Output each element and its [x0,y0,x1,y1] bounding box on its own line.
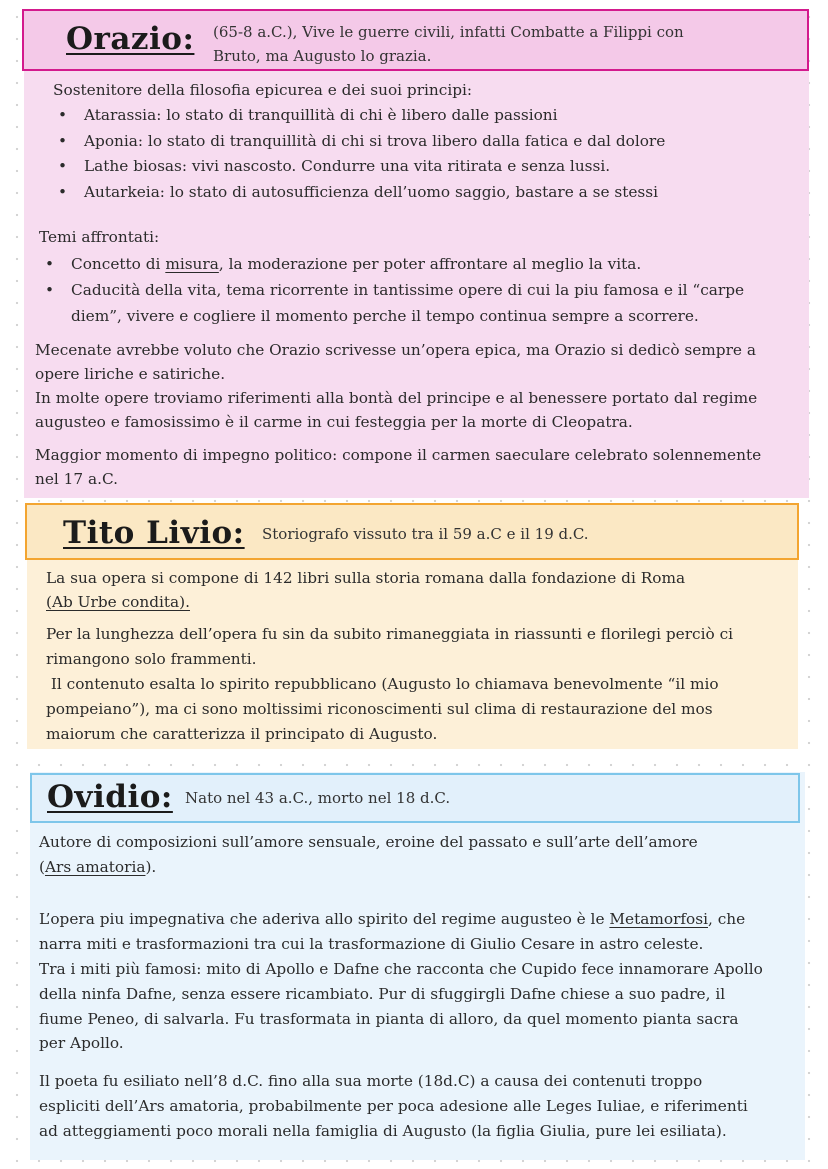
orazio-paragraph-1-line-2: opere liriche e satiriche. [35,365,226,383]
orazio-intro: Sostenitore della filosofia epicurea e dei suoi principi: [53,81,473,99]
orazio-paragraph-2-line-2: augusteo e famosissimo è il carme in cui festeggia per la morte di Cleopatra. [35,413,633,431]
livio-subtitle: Storiografo vissuto tra il 59 a.C e il 19 d.C. [262,525,589,543]
orazio-principle-4: • Autarkeia: lo stato di autosufficienza dell’uomo saggio, bastare a se stessi [84,180,658,206]
orazio-paragraph-2-line-1: In molte opere troviamo riferimenti alla bontà del principe e al benessere portato dal regime [35,389,758,407]
ovidio-paragraph-2-line-3: Tra i miti più famosi: mito di Apollo e Dafne che racconta che Cupido fece innamorare Apollo [39,960,763,978]
orazio-subtitle-line-1: (65-8 a.C.), Vive le guerre civili, infatti Combatte a Filippi con [213,23,684,41]
ovidio-paragraph-1-line-1: Autore di composizioni sull’amore sensuale, eroine del passato e sull’arte dell’amore [39,833,698,851]
livio-paragraph-2-line-1: Per la lunghezza dell’opera fu sin da subito rimaneggiata in riassunti e florilegi perciò ci [46,625,734,643]
orazio-title: Orazio: [66,21,195,57]
p2-post: , che [708,910,746,928]
orazio-paragraph-1-line-1: Mecenate avrebbe voluto che Orazio scrivesse un’opera epica, ma Orazio si dedicò sempre a [35,341,756,359]
theme-1-pre: Concetto di [71,255,166,273]
ovidio-paragraph-1-line-2 [39,855,156,881]
p1-close: ). [145,858,157,876]
livio-paragraph-3-line-3: maiorum che caratterizza il principato di Augusto. [46,725,438,743]
livio-paragraph-1-line-2 [46,590,190,616]
ovidio-subtitle: Nato nel 43 a.C., morto nel 18 d.C. [185,789,451,807]
orazio-paragraph-3-line-2: nel 17 a.C. [35,470,118,488]
ovidio-paragraph-3-line-1: Il poeta fu esiliato nell’8 d.C. fino alla sua morte (18d.C) a causa dei contenuti troppo [39,1072,703,1090]
orazio-theme-2-line-1: • Caducità della vita, tema ricorrente in tantissime opere di cui la piu famosa e il “carpe [71,278,744,304]
livio-paragraph-3-line-1: Il contenuto esalta lo spirito repubblicano (Augusto lo chiamava benevolmente “il mio [46,675,719,693]
livio-title: Tito Livio: [63,515,245,551]
orazio-subtitle-line-2: Bruto, ma Augusto lo grazia. [213,47,432,65]
ovidio-title: Ovidio: [47,779,173,815]
ab-urbe-condita: (Ab Urbe condita). [46,593,190,611]
ovidio-paragraph-2-line-2: narra miti e trasformazioni tra cui la trasformazione di Giulio Cesare in astro celeste. [39,935,704,953]
theme-1-post: , la moderazione per poter affrontare al meglio la vita. [218,255,642,273]
ovidio-paragraph-2-line-6: per Apollo. [39,1034,124,1052]
ovidio-paragraph-2-line-5: fiume Peneo, di salvarla. Fu trasformata in pianta di alloro, da quel momento pianta sacra [39,1010,739,1028]
orazio-theme-2-line-2: diem”, vivere e cogliere il momento perche il tempo continua sempre a scorrere. [71,307,699,325]
orazio-principle-3: • Lathe biosas: vivi nascosto. Condurre una vita ritirata e senza lussi. [84,154,610,180]
metamorfosi: Metamorfosi [609,910,708,928]
orazio-paragraph-3-line-1: Maggior momento di impegno politico: compone il carmen saeculare celebrato solennemente [35,446,762,464]
p1-open: ( [39,858,45,876]
ovidio-paragraph-2-line-4: della ninfa Dafne, senza essere ricambiato. Pur di sfuggirgli Dafne chiese a suo padre, il [39,985,726,1003]
livio-paragraph-1-line-1: La sua opera si compone di 142 libri sulla storia romana dalla fondazione di Roma [46,569,686,587]
theme-1-underlined: misura [165,255,219,273]
livio-paragraph-3-line-2: pompeiano”), ma ci sono moltissimi riconoscimenti sul clima di restaurazione del mos [46,700,713,718]
orazio-theme-1 [71,252,641,278]
orazio-themes-label: Temi affrontati: [39,228,160,246]
ovidio-paragraph-2-line-1 [39,907,745,933]
livio-paragraph-2-line-2: rimangono solo frammenti. [46,650,257,668]
p2-pre: L’opera piu impegnativa che aderiva allo spirito del regime augusteo è le [39,910,610,928]
ovidio-paragraph-3-line-3: ad atteggiamenti poco morali nella famiglia di Augusto (la figlia Giulia, pure lei esiliata). [39,1122,727,1140]
ovidio-paragraph-3-line-2: espliciti dell’Ars amatoria, probabilmente per poca adesione alle Leges Iuliae, e riferimenti [39,1097,748,1115]
orazio-principle-2: • Aponia: lo stato di tranquillità di chi si trova libero dalla fatica e dal dolore [84,129,665,155]
ars-amatoria: Ars amatoria [44,858,146,876]
orazio-principle-1: • Atarassia: lo stato di tranquillità di chi è libero dalle passioni [84,103,558,129]
